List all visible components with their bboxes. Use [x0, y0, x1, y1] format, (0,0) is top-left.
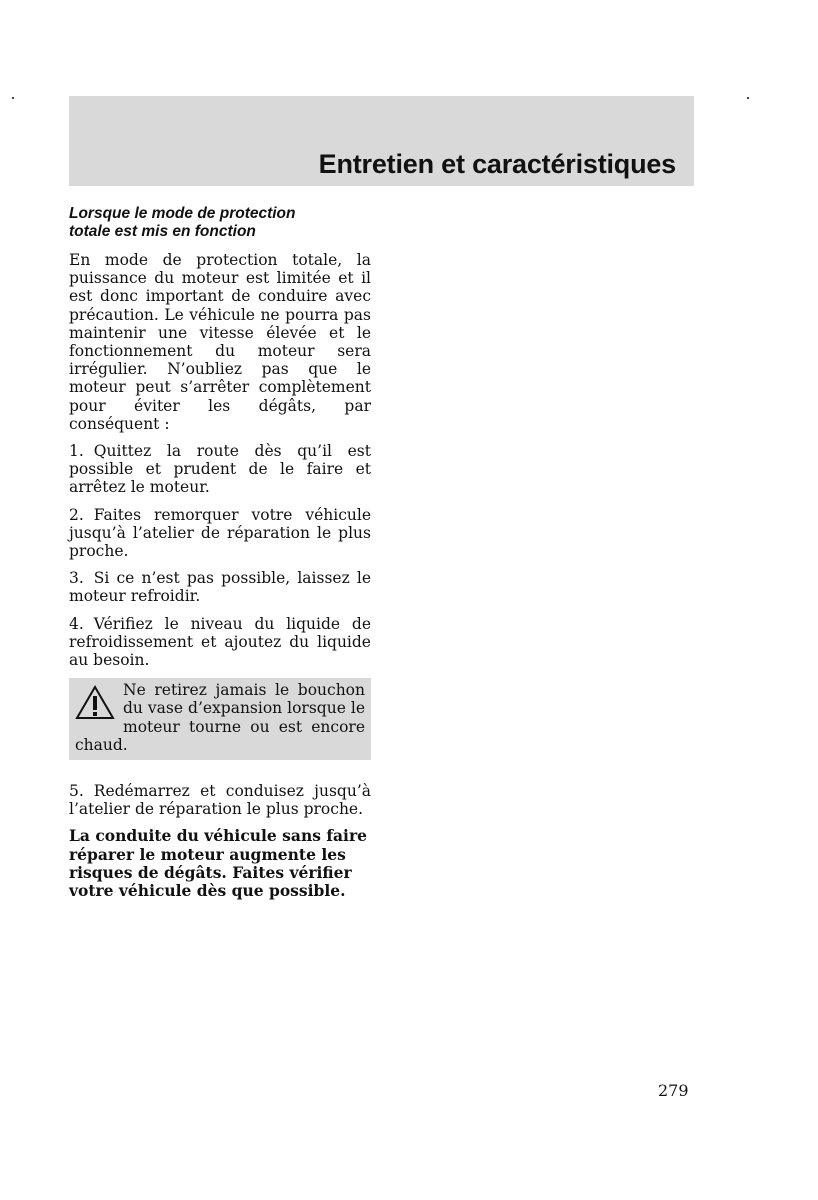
step-text: Faites remorquer votre véhicule jusqu’à l’atelier de réparation le plus proche.	[69, 505, 371, 561]
step-5	[69, 782, 371, 818]
step-text: Si ce n’est pas possible, laissez le moteur refroidir.	[69, 569, 371, 606]
step-text: Quittez la route dès qu’il est possible et prudent de le faire et arrêtez le moteur.	[69, 442, 371, 497]
closing-warning-paragraph: La conduite du véhicule sans faire réparer le moteur augmente les risques de dégâts. Faites vérifier votre véhicule dès que possible.	[69, 826, 367, 901]
warning-box	[69, 678, 371, 760]
crop-mark-right	[747, 97, 749, 99]
chapter-title: Entretien et caractéristiques	[318, 149, 676, 179]
step-number: 1.	[69, 442, 84, 461]
main-content	[69, 205, 371, 900]
step-3	[69, 569, 371, 605]
chapter-header	[69, 96, 694, 186]
step-text: Redémarrez et conduisez jusqu’à l’atelier de réparation le plus proche.	[69, 782, 371, 819]
section-heading	[69, 205, 371, 241]
step-number: 4.	[69, 614, 84, 633]
step-number: 2.	[69, 505, 84, 524]
warning-triangle-icon	[75, 685, 115, 721]
step-number: 5.	[69, 782, 84, 801]
section-heading-line2: totale est mis en fonction	[69, 223, 256, 240]
step-2	[69, 506, 371, 561]
step-text: Vérifiez le niveau du liquide de refroidissement et ajoutez du liquide au besoin.	[69, 614, 371, 670]
section-heading-line1: Lorsque le mode de protection	[69, 205, 296, 222]
intro-paragraph: En mode de protection totale, la puissance du moteur est limitée et il est donc important de conduire avec précaution. Le véhicule ne pourra pas maintenir une vitesse élevée et le fonctionnement du moteur sera irrégulier. N’oubliez pas que le moteur peut s’arrêter complètement pour éviter les dégâts, par conséquent :	[69, 251, 371, 433]
step-4	[69, 615, 371, 670]
step-number: 3.	[69, 569, 84, 588]
warning-text: Ne retirez jamais le bouchon du vase d’expansion lorsque le moteur tourne ou est encore chaud.	[75, 681, 365, 754]
step-1	[69, 442, 371, 497]
page-number: 279	[658, 1081, 689, 1100]
crop-mark-left	[12, 97, 14, 99]
